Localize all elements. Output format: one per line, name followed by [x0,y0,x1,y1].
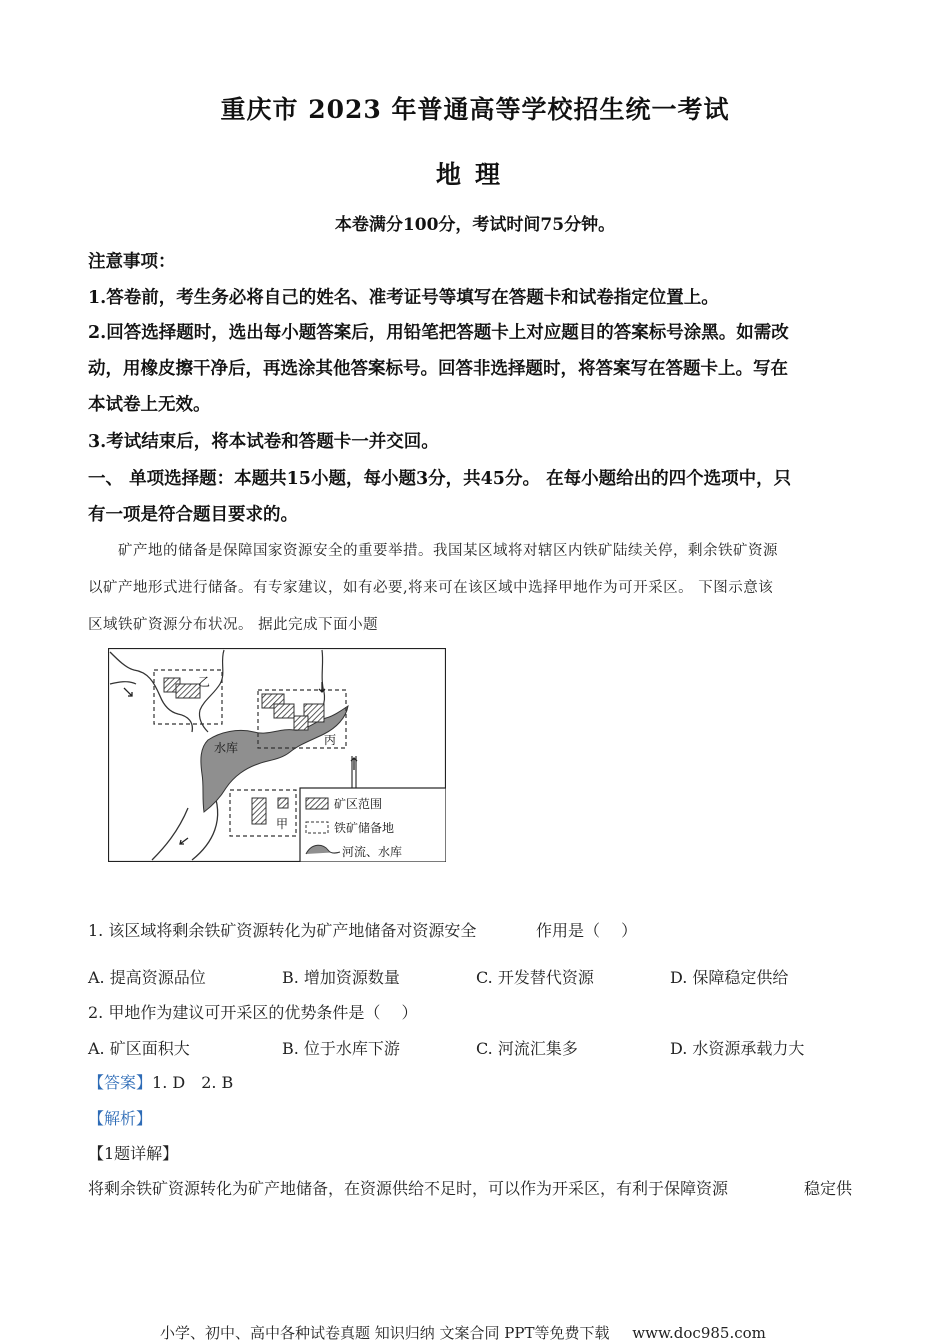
mine-area-bing-4 [294,716,308,730]
label-jia: 甲 [276,817,289,831]
page-title: 重庆市 2023 年普通高等学校招生统一考试 [220,95,730,124]
passage-line-2: 以矿产地形式进行储备。有专家建议，如有必要,将来可在该区域中选择甲地作为可开采区。 下图示意该 [88,580,774,596]
iron-ore-distribution-map [108,648,446,862]
mine-area-jia-1 [252,798,266,824]
question-1-stem-tail: 作用是（ ） [536,921,638,940]
label-yi: 乙 [198,675,211,689]
answer-line [88,1070,233,1093]
question-2-option-d: D. 水资源承载力大 [670,1039,805,1058]
notes-item-2-line-1: 2.回答选择题时，选出每小题答案后，用铅笔把答题卡上对应题目的答案标号涂黑。如需改 [88,323,789,343]
detail-text: 将剩余铁矿资源转化为矿产地储备，在资源供给不足时，可以作为开采区，有利于保障资源 [88,1179,729,1198]
legend-mine-label: 矿区范围 [334,797,383,811]
legend-reserve-label: 铁矿储备地 [334,821,395,835]
detail-label: 【1题详解】 [88,1144,179,1163]
answer-text: 1. D 2. B [152,1073,234,1092]
question-2-option-c: C. 河流汇集多 [476,1039,578,1058]
question-1-stem: 1. 该区域将剩余铁矿资源转化为矿产地储备对资源安全 [88,921,477,940]
mine-area-jia-2 [278,798,288,808]
section-heading-line-1: 一、 单项选择题：本题共15小题，每小题3分，共45分。 在每小题给出的四个选项中，只 [88,469,792,489]
section-heading-line-2: 有一项是符合题目要求的。 [88,505,298,525]
question-2-option-a: A. 矿区面积大 [88,1039,190,1058]
question-1-option-b: B. 增加资源数量 [282,968,400,987]
mine-area-yi-2 [176,684,200,698]
subject-title: 地理 [435,160,514,189]
question-2-stem: 2. 甲地作为建议可开采区的优势条件是（ ） [88,1003,418,1022]
notes-heading: 注意事项： [88,252,176,272]
detail-text-tail: 稳定供 [804,1179,853,1198]
exam-info: 本卷满分100分，考试时间75分钟。 [334,215,616,235]
passage-line-1: 矿产地的储备是保障国家资源安全的重要举措。我国某区域将对辖区内铁矿陆续关停，剩余铁矿资源 [118,543,778,559]
notes-item-2-line-2: 动，用橡皮擦干净后，再选涂其他答案标号。回答非选择题时，将答案写在答题卡上。写在 [88,359,788,379]
label-bing: 丙 [324,733,337,747]
notes-item-2-line-3: 本试卷上无效。 [88,395,211,415]
footer-url[interactable]: www.doc985.com [632,1324,766,1342]
answer-label: 【答案】 [88,1073,153,1092]
notes-item-3: 3.考试结束后，将本试卷和答题卡一并交回。 [88,432,439,452]
footer [160,1322,766,1343]
analysis-label: 【解析】 [88,1109,153,1128]
legend-mine-swatch [306,798,328,809]
footer-text: 小学、初中、高中各种试卷真题 知识归纳 文案合同 PPT等免费下载 [160,1324,610,1342]
notes-item-1: 1.答卷前，考生务必将自己的姓名、准考证号等填写在答题卡和试卷指定位置上。 [88,288,719,308]
question-1-option-c: C. 开发替代资源 [476,968,594,987]
reservoir-label: 水库 [214,741,239,755]
passage-line-3: 区域铁矿资源分布状况。 据此完成下面小题 [88,617,379,633]
question-1-option-a: A. 提高资源品位 [88,968,206,987]
question-2-option-b: B. 位于水库下游 [282,1039,400,1058]
mine-area-bing-2 [274,704,294,718]
legend-river-label: 河流、水库 [342,845,403,859]
question-1-option-d: D. 保障稳定供给 [670,968,789,987]
